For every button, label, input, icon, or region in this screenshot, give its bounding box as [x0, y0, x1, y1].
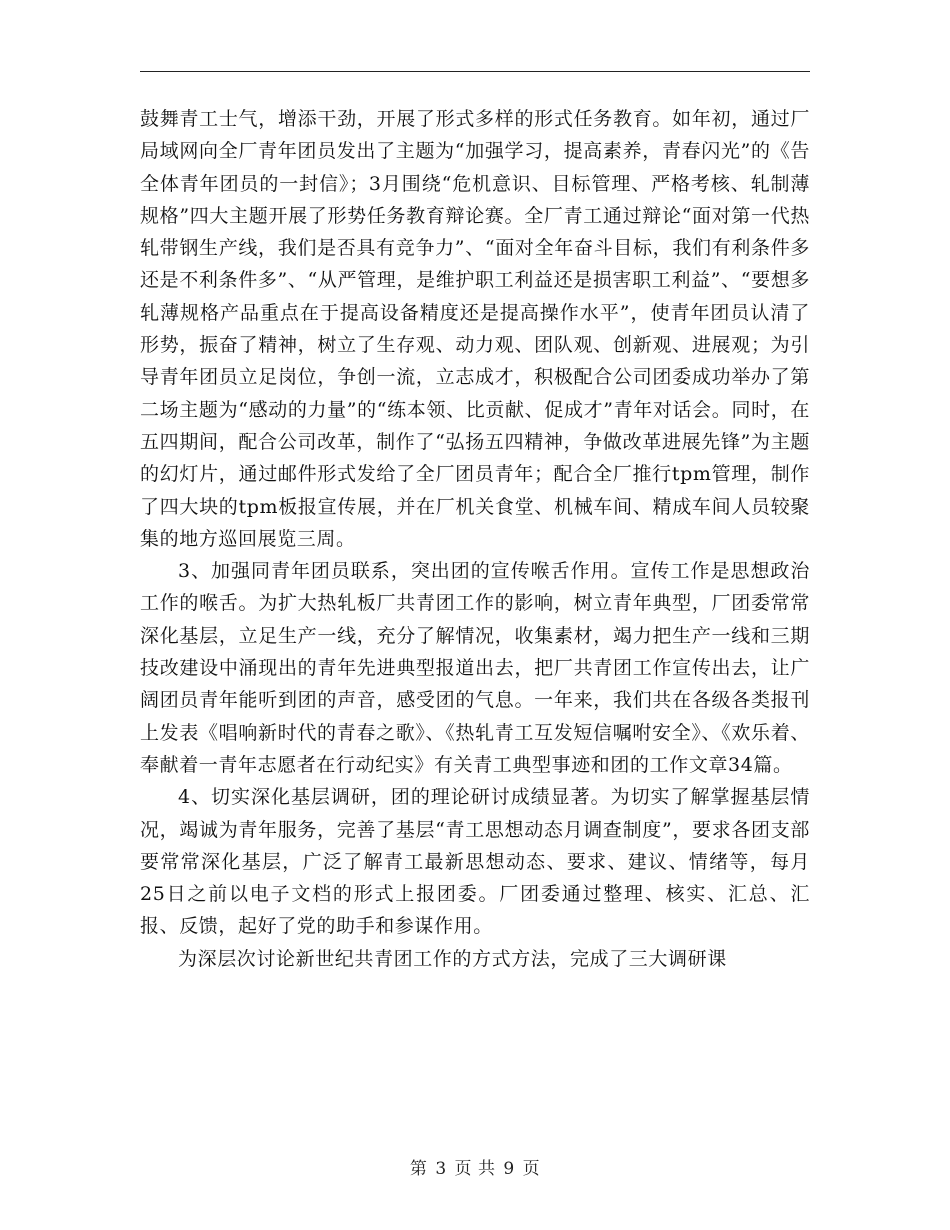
- header-rule: [140, 71, 810, 72]
- footer-current-page: 3: [435, 1159, 447, 1179]
- footer-middle: 页 共: [454, 1159, 496, 1179]
- page-footer: [0, 1154, 950, 1179]
- document-body: [140, 103, 810, 975]
- paragraph-3: 4、切实深化基层调研，团的理论研讨成绩显著。为切实了解掌握基层情况，竭诚为青年服务，完善了基层“青工思想动态月调查制度”，要求各团支部要常常深化基层，广泛了解青工最新思想动态、要求、建议、情绪等，每月25日之前以电子文档的形式上报团委。厂团委通过整理、核实、汇总、汇报、反馈，起好了党的助手和参谋作用。: [140, 786, 810, 938]
- footer-total-pages: 9: [503, 1159, 515, 1179]
- footer-prefix: 第: [409, 1159, 428, 1179]
- paragraph-1: 鼓舞青工士气，增添干劲，开展了形式多样的形式任务教育。如年初，通过厂局域网向全厂青年团员发出了主题为“加强学习，提高素养，青春闪光”的《告全体青年团员的一封信》；3月围绕“危机意识、目标管理、严格考核、轧制薄规格”四大主题开展了形势任务教育辩论赛。全厂青工通过辩论“面对第一代热轧带钢生产线，我们是否具有竞争力”、“面对全年奋斗目标，我们有利条件多还是不利条件多”、“从严管理，是维护职工利益还是损害职工利益”、“要想多轧薄规格产品重点在于提高设备精度还是提高操作水平”，使青年团员认清了形势，振奋了精神，树立了生存观、动力观、团队观、创新观、进展观；为引导青年团员立足岗位，争创一流，立志成才，积极配合公司团委成功举办了第二场主题为“感动的力量”的“练本领、比贡献、促成才”青年对话会。同时，在五四期间，配合公司改革，制作了“弘扬五四精神，争做改革进展先锋”为主题的幻灯片，通过邮件形式发给了全厂团员青年；配合全厂推行tpm管理，制作了四大块的tpm板报宣传展，并在厂机关食堂、机械车间、精成车间人员较聚集的地方巡回展览三周。: [140, 108, 810, 550]
- paragraph-4: 为深层次讨论新世纪共青团工作的方式方法，完成了三大调研课: [178, 947, 727, 970]
- footer-suffix: 页: [522, 1159, 541, 1179]
- paragraph-2: 3、加强同青年团员联系，突出团的宣传喉舌作用。宣传工作是思想政治工作的喉舌。为扩大热轧板厂共青团工作的影响，树立青年典型，厂团委常常深化基层，立足生产一线，充分了解情况，收集素材，竭力把生产一线和三期技改建设中涌现出的青年先进典型报道出去，把厂共青团工作宣传出去，让广阔团员青年能听到团的声音，感受团的气息。一年来，我们共在各级各类报刊上发表《唱响新时代的青春之歌》、《热轧青工互发短信嘱咐安全》、《欢乐着、奉献着一青年志愿者在行动纪实》有关青工典型事迹和团的工作文章34篇。: [140, 560, 810, 776]
